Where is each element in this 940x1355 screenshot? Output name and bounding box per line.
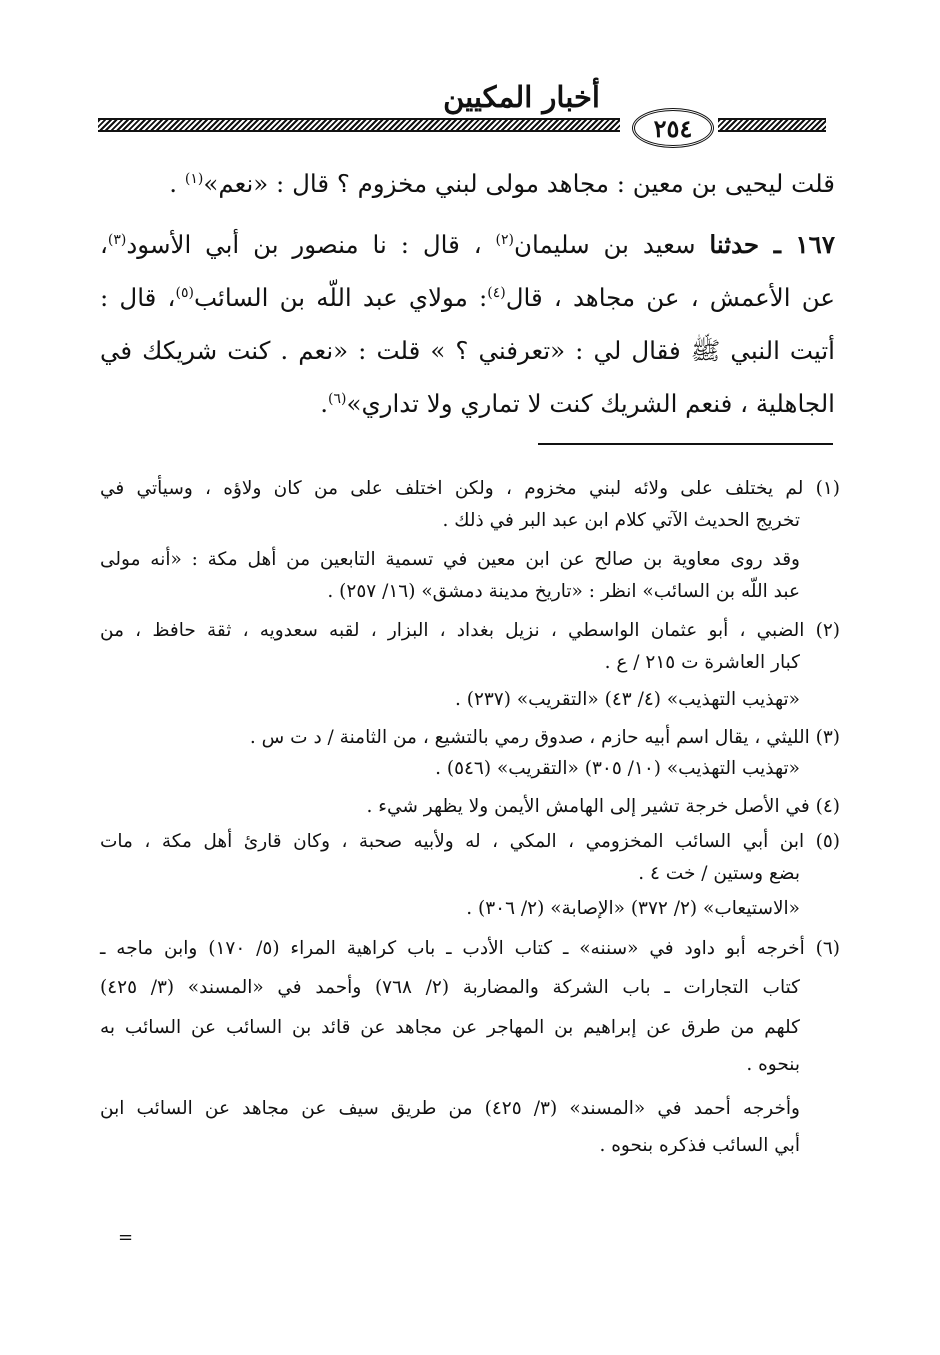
period: . — [320, 389, 329, 418]
hadith-text: ، قال : نا منصور بن أبي الأسود — [126, 230, 482, 259]
footnote-1-line-4: عبد اللّه بن السائب» انظر : «تاريخ مدينة دمشق» (١٦/ ٢٥٧) . — [327, 580, 800, 602]
footnote-6-line-6: أبي السائب فذكره بنحوه . — [599, 1135, 800, 1156]
footnote-6-line-4: بنحوه . — [746, 1054, 800, 1075]
header-rule-left — [98, 118, 620, 132]
hadith-167 — [100, 218, 835, 430]
main-line-1 — [100, 157, 835, 210]
hadith-text: ، قال : — [100, 283, 176, 312]
footnotes — [100, 473, 840, 1162]
header-rule-right — [718, 118, 826, 132]
footnote-4-line-1: (٤) في الأصل خرجة تشير إلى الهامش الأيمن ولا يظهر شيء . — [366, 795, 840, 817]
footnote-ref-5: (٥) — [175, 284, 194, 301]
footnote-ref-3: (٣) — [107, 231, 127, 248]
footnote-6-line-5: وأخرجه أحمد في «المسند» (٣/ ٤٢٥) من طريق سيف عن مجاهد عن السائب ابن — [100, 1097, 800, 1119]
footnote-1-line-3: وقد روى معاوية بن صالح عن ابن معين في تسمية التابعين من أهل مكة : «أنه مولى — [100, 549, 800, 570]
period: . — [169, 169, 178, 198]
footnote-ref-6: (٦) — [328, 390, 347, 407]
footnote-5-line-1: (٥) ابن أبي السائب المخزومي ، المكي ، له ولأبيه صحبة ، وكان قارئ أهل مكة ، مات — [100, 831, 840, 852]
hadith-text: : مولاي عبد اللّه بن السائب — [193, 283, 488, 312]
footnote-ref-2: (٢) — [495, 231, 514, 248]
hadith-number: ١٦٧ ـ حدثنا — [709, 230, 835, 259]
hadith-line-1 — [100, 218, 835, 271]
main-text — [100, 157, 835, 210]
footnote-1-line-1: (١) لم يختلف على ولائه لبني مخزوم ، ولكن اختلف على من كان ولاؤه ، وسيأتي في — [100, 478, 840, 499]
footnote-ref-4: (٤) — [487, 284, 506, 301]
hadith-line-3: أتيت النبي ﷺ فقال لي : «تعرفني ؟ » قلت : «نعم . كنت شريكك في — [100, 336, 835, 365]
footnote-ref-1: (١) — [184, 170, 204, 187]
footnote-3-line-1: (٣) الليثي ، يقال اسم أبيه حازم ، صدوق رمي بالتشيع ، من الثامنة / د ت س . — [249, 726, 840, 748]
page-number-text: ٢٥٤ — [653, 113, 693, 143]
footnote-2-line-2: كبار العاشرة ت ٢١٥ / ع . — [604, 651, 800, 673]
hadith-text: سعيد بن سليمان — [514, 230, 696, 259]
footnote-6-line-3: كلهم من طرق عن إبراهيم بن المهاجر عن مجاهد عن قائد بن السائب عن السائب به — [100, 1016, 800, 1038]
paragraph-1-text: قلت ليحيى بن معين : مجاهد مولى لبني مخزوم ؟ قال : «نعم» — [203, 169, 835, 198]
hadith-line-2 — [100, 271, 835, 324]
footnote-2-line-3: «تهذيب التهذيب» (٤/ ٤٣) «التقريب» (٢٣٧) . — [454, 689, 800, 710]
hadith-line-4 — [100, 377, 835, 430]
footnote-6-line-1: (٦) أخرجه أبو داود في «سننه» ـ كتاب الأدب ـ باب كراهية المراء (٥/ ١٧٠) وابن ماجه ـ — [100, 937, 840, 959]
footnote-5-line-3: «الاستيعاب» (٢/ ٣٧٢) «الإصابة» (٢/ ٣٠٦) . — [466, 898, 800, 919]
footnote-1-line-2: تخريج الحديث الآتي كلام ابن عبد البر في ذلك . — [442, 509, 800, 531]
footnote-6-line-2: كتاب التجارات ـ باب الشركة والمضاربة (٢/ ٧٦٨) وأحمد في «المسند» (٣/ ٤٢٥) — [100, 977, 800, 998]
footnote-5-line-2: بضع وستين / خت ٤ . — [638, 862, 800, 884]
continuation-mark: = — [118, 1227, 134, 1248]
page-number — [632, 108, 714, 148]
running-header-title: أخبار المكيين — [443, 80, 600, 114]
hadith-text: عن الأعمش ، عن مجاهد ، قال — [505, 283, 836, 312]
hadith-text: الجاهلية ، فنعم الشريك كنت لا تماري ولا تداري» — [346, 389, 835, 418]
hadith-text: ، — [100, 230, 108, 259]
footnote-divider — [538, 443, 833, 445]
footnote-3-line-2: «تهذيب التهذيب» (١٠/ ٣٠٥) «التقريب» (٥٤٦) . — [435, 758, 800, 779]
footnote-2-line-1: (٢) الضبي ، أبو عثمان الواسطي ، نزيل بغداد ، البزار ، لقبه سعدويه ، ثقة حافظ ، من — [100, 620, 840, 641]
